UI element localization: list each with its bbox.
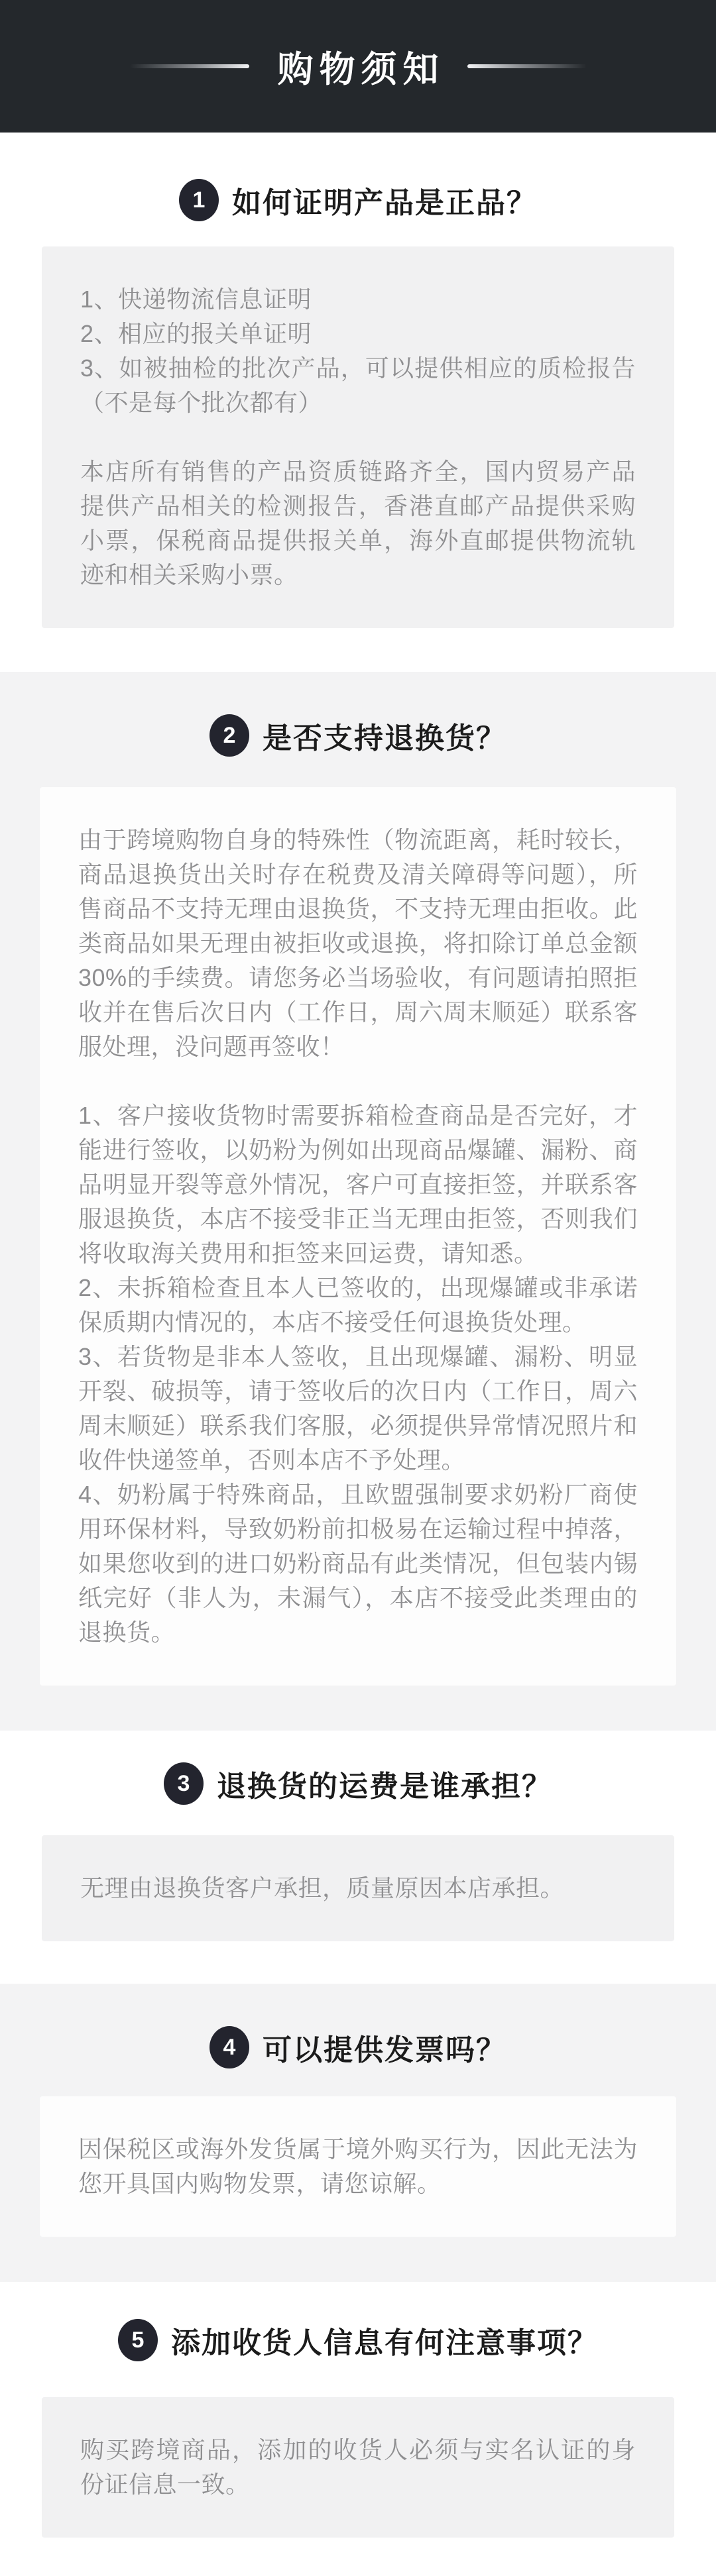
- section-returns-title: 是否支持退换货？: [263, 722, 507, 755]
- section-invoice: [0, 1984, 716, 2282]
- paragraph: 3、如被抽检的批次产品，可以提供相应的质检报告（不是每个批次都有）: [80, 354, 636, 416]
- badge-number: 5: [131, 2327, 145, 2353]
- section-authenticity-content-box: [42, 246, 674, 628]
- section-2-number-badge: [209, 714, 249, 757]
- paragraph: 1、快递物流信息证明: [80, 286, 312, 313]
- section-returns-heading: [0, 714, 716, 757]
- section-recipient-info-title: 添加收货人信息有何注意事项？: [171, 2327, 598, 2359]
- section-authenticity-heading: [0, 179, 716, 221]
- paragraph: 购买跨境商品，添加的收货人必须与实名认证的身份证信息一致。: [80, 2436, 636, 2498]
- section-shipping-fee-content-box: [42, 1835, 674, 1941]
- badge-number: 4: [223, 2034, 236, 2060]
- badge-number: 3: [177, 1770, 190, 1796]
- section-4-number-badge: [209, 2026, 249, 2068]
- badge-number: 1: [192, 187, 206, 213]
- section-returns-policy: [0, 672, 716, 1731]
- paragraph-spacer: [80, 420, 636, 455]
- paragraph: 2、相应的报关单证明: [80, 320, 312, 347]
- section-invoice-content-box: [40, 2096, 676, 2237]
- paragraph: 由于跨境购物自身的特殊性（物流距离，耗时较长，商品退换货出关时存在税费及清关障碍等问题），所售商品不支持无理由退换货，不支持无理由拒收。此类商品如果无理由被拒收或退换，将扣除订单总金额30%的手续费。请您务必当场验收，有问题请拍照拒收并在售后次日内（工作日，周六周末顺延）联系客服处理，没问题再签收！: [78, 826, 638, 1060]
- section-authenticity-title: 如何证明产品是正品？: [232, 187, 537, 219]
- section-return-shipping-fee: [0, 1762, 716, 1941]
- paragraph-spacer: [78, 1064, 638, 1099]
- section-returns-content-box: [40, 787, 676, 1686]
- section-shipping-fee-heading: [0, 1762, 716, 1805]
- page-title: 购物须知: [277, 49, 445, 89]
- section-3-number-badge: [164, 1762, 204, 1805]
- paragraph: 2、未拆箱检查且本人已签收的，出现爆罐或非承诺保质期内情况的，本店不接受任何退换货处理。: [78, 1274, 638, 1336]
- section-shipping-fee-title: 退换货的运费是谁承担？: [217, 1770, 552, 1803]
- paragraph: 因保税区或海外发货属于境外购买行为，因此无法为您开具国内购物发票，请您谅解。: [78, 2135, 638, 2197]
- decorative-line-left: [130, 64, 249, 68]
- header-banner: [0, 0, 716, 133]
- paragraph: 1、客户接收货物时需要拆箱检查商品是否完好，才能进行签收，以奶粉为例如出现商品爆罐、漏粉、商品明显开裂等意外情况，客户可直接拒签，并联系客服退换货，本店不接受非正当无理由拒签，否则我们将收取海关费用和拒签来回运费，请知悉。: [78, 1102, 638, 1267]
- section-recipient-info-content-box: [42, 2397, 674, 2538]
- section-invoice-heading: [0, 2026, 716, 2068]
- decorative-line-right: [467, 64, 587, 68]
- section-5-number-badge: [118, 2319, 158, 2361]
- section-recipient-info-heading: [0, 2319, 716, 2361]
- section-1-number-badge: [179, 179, 219, 221]
- paragraph: 4、奶粉属于特殊商品，且欧盟强制要求奶粉厂商使用环保材料，导致奶粉前扣极易在运输过程中掉落，如果您收到的进口奶粉商品有此类情况，但包装内锡纸完好（非人为，未漏气），本店不接受此类理由的退换货。: [78, 1481, 638, 1646]
- section-authenticity: [0, 179, 716, 628]
- paragraph: 3、若货物是非本人签收，且出现爆罐、漏粉、明显开裂、破损等，请于签收后的次日内（工作日，周六周末顺延）联系我们客服，必须提供异常情况照片和收件快递签单，否则本店不予处理。: [78, 1343, 638, 1474]
- paragraph: 本店所有销售的产品资质链路齐全，国内贸易产品提供产品相关的检测报告，香港直邮产品提供采购小票，保税商品提供报关单，海外直邮提供物流轨迹和相关采购小票。: [80, 458, 636, 588]
- badge-number: 2: [223, 722, 236, 748]
- section-recipient-info: [0, 2319, 716, 2538]
- section-invoice-title: 可以提供发票吗？: [263, 2034, 507, 2066]
- paragraph: 无理由退换货客户承担，质量原因本店承担。: [80, 1874, 565, 1902]
